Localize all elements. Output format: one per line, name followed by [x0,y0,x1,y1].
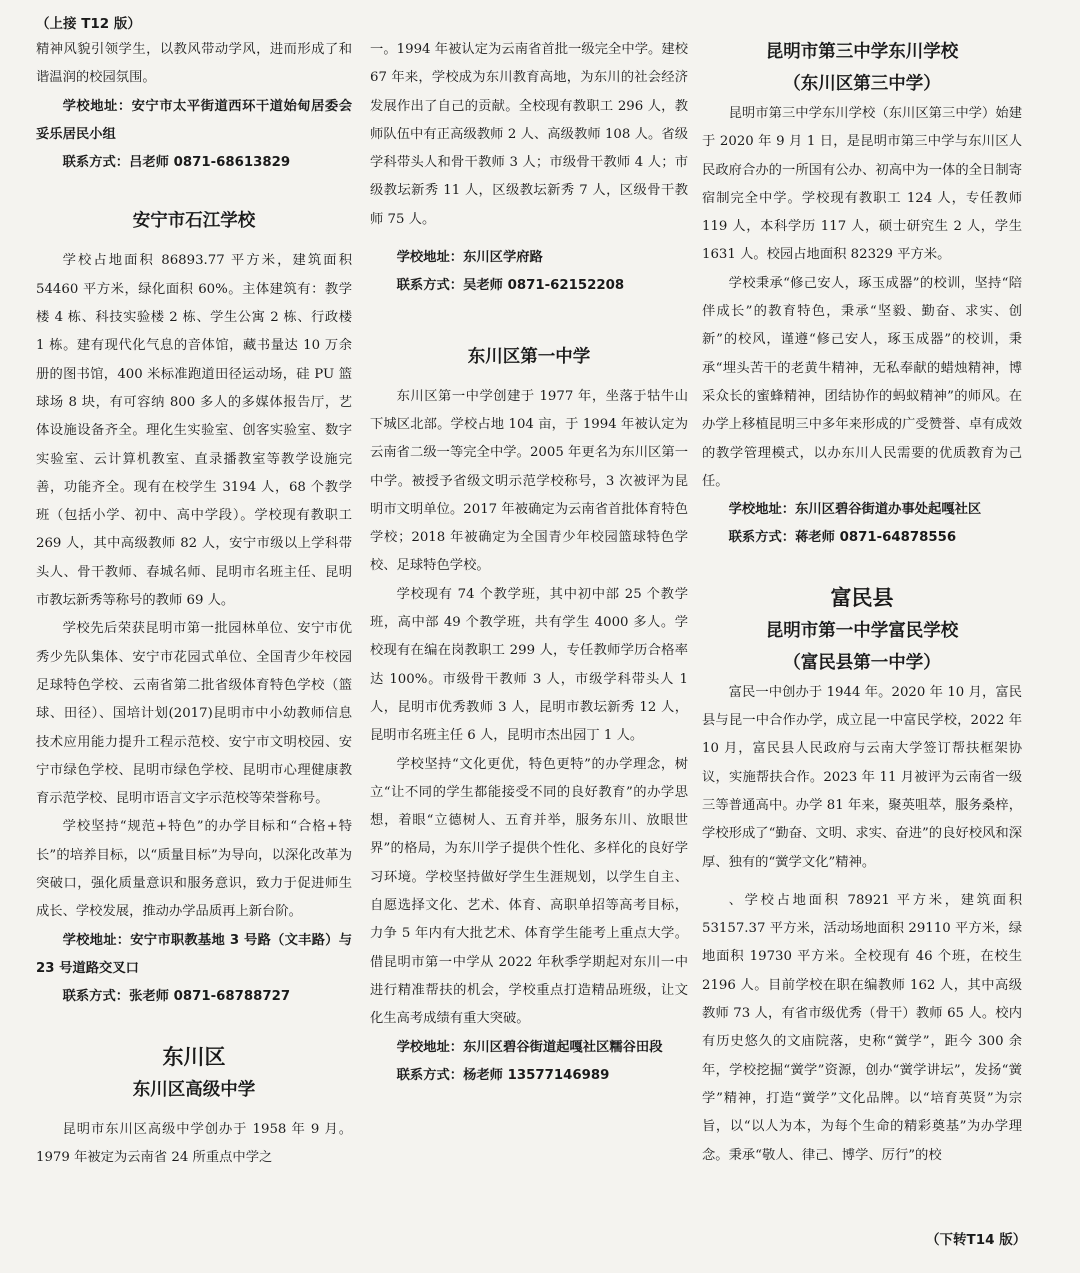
column-2 [370,36,688,1090]
school-address: 学校地址：东川区碧谷街道起嘎社区糯谷田段 [396,1039,663,1055]
school-contact: 联系方式：吴老师 0871-62152208 [396,278,625,294]
article-paragraph: 一。1994 年被认定为云南省首批一级完全中学。建校 67 年来，学校成为东川教育高地，为东川的社会经济发展作出了自己的贡献。全校现有教职工 296 人，教师队伍中有正高级教师 2 人、高级教师 108 人。省级学科带头人和骨干教师 3 人；市级骨干教师 4 人；市级教坛新秀 11 人，区级教坛新秀 7 人，区级骨干教师 75 人。 [370,42,688,227]
region-heading: 富民县 [830,585,894,610]
school-title: 安宁市石江学校 [132,211,256,232]
continued-from-label: （上接 T12 版） [36,16,141,32]
column-3 [702,36,1022,1170]
school-address: 学校地址：东川区碧谷街道办事处起嘎社区 [728,502,982,518]
school-subtitle: （富民县第一中学） [783,652,941,673]
article-paragraph: 富民一中创办于 1944 年。2020 年 10 月，富民县与昆一中合作办学，成立昆一中富民学校，2022 年 10 月，富民县人民政府与云南大学签订帮扶框架协议，实施帮扶合作。2023 年 11 月被评为云南省一级三等普通高中。办学 81 年来，聚英咀萃，服务桑梓，学校形成了“勤奋、文明、求实、奋进”的良好校风和深厚、独有的“黉学文化”精神。 [702,684,1022,870]
continued-to-label: （下转T14 版） [926,1232,1027,1248]
school-title: 昆明市第三中学东川学校 [765,42,959,62]
school-contact: 联系方式：蒋老师 0871-64878556 [728,530,957,546]
school-title: 东川区第一中学 [467,346,591,367]
intro-tail-paragraph: 精神风貌引领学生，以教风带动学风，进而形成了和谐温润的校园氛围。 [36,42,352,86]
article-paragraph: 昆明市东川区高级中学创办于 1958 年 9 月。1979 年被定为云南省 24 所重点中学之 [36,1121,352,1165]
article-paragraph: 学校坚持“文化更优，特色更特”的办学理念，树立“让不同的学生都能接受不同的良好教育”的办学思想，着眼“立德树人、五育并举，服务东川、放眼世界”的格局，为东川学子提供个性化、多样化的良好学习环境。学校坚持做好学生生涯规划，以学生自主、自愿选择文化、艺术、体育、高职单招等高考目标，力争 5 年内有大批艺术、体育学生能考上重点大学。借昆明市第一中学从 2022 年秋季学期起对东川一中进行精准帮扶的机会，学校重点打造精品班级，让文化生高考成绩有重大突破。 [370,756,688,1027]
school-address: 学校地址：安宁市太平街道西环干道始甸居委会妥乐居民小组 [36,98,352,142]
school-address: 学校地址：东川区学府路 [396,250,543,266]
school-address: 学校地址：安宁市职教基地 3 号路（文丰路）与 23 号道路交叉口 [36,932,352,976]
school-title: 昆明市第一中学富民学校 [765,620,959,641]
region-heading: 东川区 [162,1044,226,1069]
article-paragraph: 学校坚持“规范+特色”的办学目标和“合格+特长”的培养目标，以“质量目标”为导向，以深化改革为突破口，强化质量意识和服务意识，致力于促进师生成长、学校发展，推动办学品质再上新台阶。 [36,819,352,920]
school-title: 东川区高级中学 [132,1079,256,1100]
article-paragraph: 学校秉承“修己安人，琢玉成器”的校训，坚持“陪伴成长”的教育特色，秉承“坚毅、勤奋、求实、创新”的校风，谨遵“修己安人，琢玉成器”的校训，秉承“埋头苦干的老黄牛精神，无私奉献的蜡烛精神，博采众长的蜜蜂精神，团结协作的蚂蚁精神”的师风。在办学上移植昆明三中多年来形成的广受赞誉、卓有成效的教学管理模式，以办东川人民需要的优质教育为己任。 [702,275,1022,489]
article-paragraph: 学校先后荣获昆明市第一批园林单位、安宁市优秀少先队集体、安宁市花园式单位、全国青少年校园足球特色学校、云南省第二批省级体育特色学校（篮球、田径）、国培计划(2017)昆明市中小幼教师信息技术应用能力提升工程示范校、安宁市文明校园、安宁市绿色学校、昆明市绿色学校、昆明市心理健康教育示范学校、昆明市语言文字示范校等荣誉称号。 [36,621,352,807]
school-contact: 联系方式：张老师 0871-68788727 [62,989,291,1005]
article-paragraph: 东川区第一中学创建于 1977 年，坐落于牯牛山下城区北部。学校占地 104 亩，于 1994 年被认定为云南省二级一等完全中学。2005 年更名为东川区第一中学。被授予省级文明示范学校称号，3 次被评为昆明市文明单位。2017 年被确定为云南省首批体育特色学校；2018 年被确定为全国青少年校园篮球特色学校、足球特色学校。 [370,388,688,574]
school-subtitle: （东川区第三中学） [783,74,941,94]
article-paragraph: 昆明市第三中学东川学校（东川区第三中学）始建于 2020 年 9 月 1 日，是昆明市第三中学与东川区人民政府合办的一所国有公办、初高中为一体的全日制寄宿制完全中学。学校现有教职工 124 人，专任教师 119 人，本科学历 117 人，硕士研究生 2 人，学生 1631 人。校园占地面积 82329 平方米。 [702,106,1022,263]
school-contact: 联系方式：吕老师 0871-68613829 [62,155,291,171]
article-paragraph: 学校现有 74 个教学班，其中初中部 25 个教学班，高中部 49 个教学班，共有学生 4000 多人。学校现有在编在岗教职工 299 人，专任教师学历合格率达 100%。市级骨干教师 3 人，市级学科带头人 1 人，昆明市优秀教师 3 人，昆明市教坛新秀 12 人，昆明市名班主任 6 人，昆明市杰出园丁 1 人。 [370,586,688,744]
article-paragraph: 、学校占地面积 78921 平方米，建筑面积 53157.37 平方米，活动场地面积 29110 平方米，绿地面积 19730 平方米。全校现有 46 个班，在校生 2196 人。目前学校在职在编教师 162 人，其中高级教师 73 人，有省市级优秀（骨干）教师 65 人。校内有历史悠久的文庙院落，史称“黉学”，距今 300 余年，学校挖掘“黉学”资源，创办“黉学讲坛”，发扬“黉学”精神，打造“黉学”文化品牌。以“培育英贤”为宗旨，以“以人为本，为每个生命的精彩奠基”为办学理念。秉承“敬人、律己、博学、厉行”的校 [702,892,1022,1163]
column-1 [36,36,352,1172]
article-paragraph: 学校占地面积 86893.77 平方米，建筑面积 54460 平方米，绿化面积 60%。主体建筑有：教学楼 4 栋、科技实验楼 2 栋、学生公寓 2 栋、行政楼 1 栋。建有现代化气息的音体馆，藏书量达 10 万余册的图书馆，400 米标准跑道田径运动场，硅 PU 篮球场 8 块，有可容纳 800 多人的多媒体报告厅，艺体设施设备齐全。理化生实验室、创客实验室、数字实验室、云计算机教室、直录播教室等教学设施完善，功能齐全。现有在校学生 3194 人，68 个教学班（包括小学、初中、高中学段）。学校现有教职工 269 人，其中高级教师 82 人，安宁市级以上学科带头人、骨干教师、春城名师、昆明市名班主任、昆明市教坛新秀等称号的教师 69 人。 [36,253,352,609]
school-contact: 联系方式：杨老师 13577146989 [396,1067,610,1083]
